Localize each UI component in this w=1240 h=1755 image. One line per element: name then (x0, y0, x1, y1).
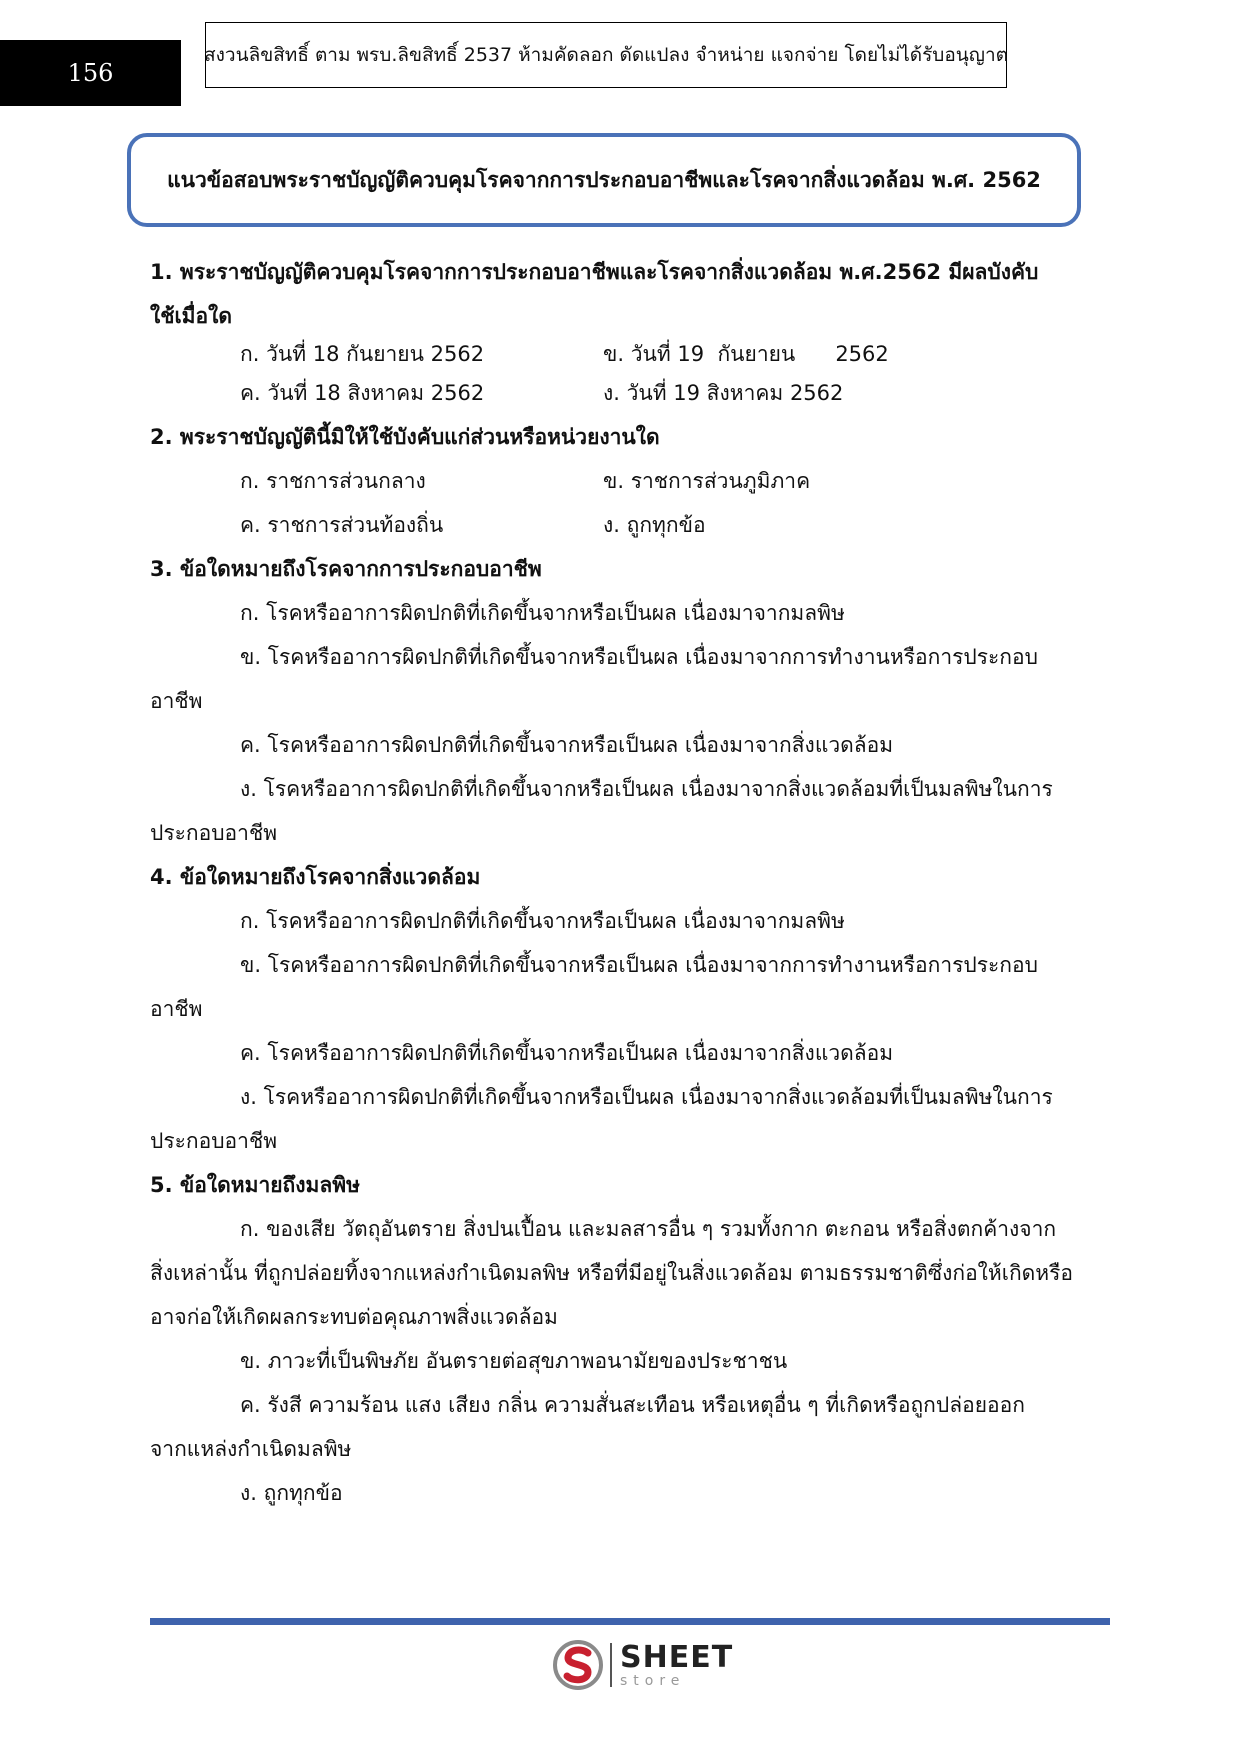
question-2-text: 2. พระราชบัญญัตินี้มิให้ใช้บังคับแก่ส่วนหรือหน่วยงานใด (150, 425, 660, 449)
question-5-text: 5. ข้อใดหมายถึงมลพิษ (150, 1173, 360, 1197)
question-4-option-b-cont: อาชีพ (150, 997, 203, 1021)
question-1-options-row-1 (150, 338, 1070, 371)
sheet-store-logo (552, 1637, 733, 1693)
question-2-option-a: ก. ราชการส่วนกลาง (240, 469, 426, 493)
question-5-option-c: ค. รังสี ความร้อน แสง เสียง กลิ่น ความสั่นสะเทือน หรือเหตุอื่น ๆ ที่เกิดหรือถูกปล่อยออก (240, 1393, 1025, 1417)
question-5-option-a-cont-2: อาจก่อให้เกิดผลกระทบต่อคุณภาพสิ่งแวดล้อม (150, 1305, 558, 1329)
question-4-option-b: ข. โรคหรืออาการผิดปกติที่เกิดขึ้นจากหรือเป็นผล เนื่องมาจากการทำงานหรือการประกอบ (240, 953, 1038, 977)
question-3-option-a: ก. โรคหรืออาการผิดปกติที่เกิดขึ้นจากหรือเป็นผล เนื่องมาจากมลพิษ (240, 601, 845, 625)
question-1-option-d: ง. วันที่ 19 สิงหาคม 2562 (603, 381, 844, 405)
question-3-option-b: ข. โรคหรืออาการผิดปกติที่เกิดขึ้นจากหรือเป็นผล เนื่องมาจากการทำงานหรือการประกอบ (240, 645, 1038, 669)
question-3-text: 3. ข้อใดหมายถึงโรคจากการประกอบอาชีพ (150, 557, 542, 581)
question-4-option-a: ก. โรคหรืออาการผิดปกติที่เกิดขึ้นจากหรือเป็นผล เนื่องมาจากมลพิษ (240, 909, 845, 933)
question-4-option-d-cont: ประกอบอาชีพ (150, 1129, 278, 1153)
page-number: 156 (0, 40, 181, 106)
question-5-option-a-cont-1: สิ่งเหล่านั้น ที่ถูกปล่อยทิ้งจากแหล่งกำเนิดมลพิษ หรือที่มีอยู่ในสิ่งแวดล้อม ตามธรรมชาติซึ่งก่อให้เกิดหรือ (150, 1261, 1074, 1285)
logo-separator (610, 1643, 612, 1687)
sheet-logo-icon (552, 1639, 604, 1691)
question-1-option-b: ข. วันที่ 19 กันยายน 2562 (603, 342, 889, 366)
question-2-options-row-2 (150, 503, 1070, 547)
page-title: แนวข้อสอบพระราชบัญญัติควบคุมโรคจากการประกอบอาชีพและโรคจากสิ่งแวดล้อม พ.ศ. 2562 (127, 133, 1081, 227)
exam-content (150, 250, 1074, 1515)
question-2-option-d: ง. ถูกทุกข้อ (603, 513, 706, 537)
question-3-option-b-cont: อาชีพ (150, 689, 203, 713)
logo-word: SHEET (620, 1639, 734, 1675)
question-5-option-c-cont: จากแหล่งกำเนิดมลพิษ (150, 1437, 352, 1461)
question-3-option-d-cont: ประกอบอาชีพ (150, 821, 278, 845)
question-2-option-c: ค. ราชการส่วนท้องถิ่น (240, 513, 444, 537)
question-3-option-c: ค. โรคหรืออาการผิดปกติที่เกิดขึ้นจากหรือเป็นผล เนื่องมาจากสิ่งแวดล้อม (240, 733, 894, 757)
footer-divider (150, 1618, 1110, 1625)
question-1-option-c: ค. วันที่ 18 สิงหาคม 2562 (240, 381, 485, 405)
question-4-option-c: ค. โรคหรืออาการผิดปกติที่เกิดขึ้นจากหรือเป็นผล เนื่องมาจากสิ่งแวดล้อม (240, 1041, 894, 1065)
question-1-text: 1. พระราชบัญญัติควบคุมโรคจากการประกอบอาชีพและโรคจากสิ่งแวดล้อม พ.ศ.2562 มีผลบังคับ (150, 260, 1039, 284)
question-5-option-a: ก. ของเสีย วัตถุอันตราย สิ่งปนเปื้อน และมลสารอื่น ๆ รวมทั้งกาก ตะกอน หรือสิ่งตกค้างจาก (240, 1217, 1057, 1241)
question-1-text-cont: ใช้เมื่อใด (150, 304, 233, 328)
question-1-option-a: ก. วันที่ 18 กันยายน 2562 (240, 342, 485, 366)
logo-wordmark (620, 1639, 734, 1689)
question-4-option-d: ง. โรคหรืออาการผิดปกติที่เกิดขึ้นจากหรือเป็นผล เนื่องมาจากสิ่งแวดล้อมที่เป็นมลพิษในการ (240, 1085, 1053, 1109)
question-1-options-row-2 (150, 371, 1070, 415)
question-4-text: 4. ข้อใดหมายถึงโรคจากสิ่งแวดล้อม (150, 865, 481, 889)
question-5-option-d: ง. ถูกทุกข้อ (240, 1481, 343, 1505)
logo-subword: store (620, 1672, 686, 1689)
question-2-options-row-1 (150, 459, 1070, 503)
question-3-option-d: ง. โรคหรืออาการผิดปกติที่เกิดขึ้นจากหรือเป็นผล เนื่องมาจากสิ่งแวดล้อมที่เป็นมลพิษในการ (240, 777, 1053, 801)
question-5-option-b: ข. ภาวะที่เป็นพิษภัย อันตรายต่อสุขภาพอนามัยของประชาชน (240, 1349, 788, 1373)
copyright-notice: สงวนลิขสิทธิ์ ตาม พรบ.ลิขสิทธิ์ 2537 ห้ามคัดลอก ดัดแปลง จำหน่าย แจกจ่าย โดยไม่ได้รับอนุญาต (205, 22, 1007, 88)
question-2-option-b: ข. ราชการส่วนภูมิภาค (603, 469, 811, 493)
